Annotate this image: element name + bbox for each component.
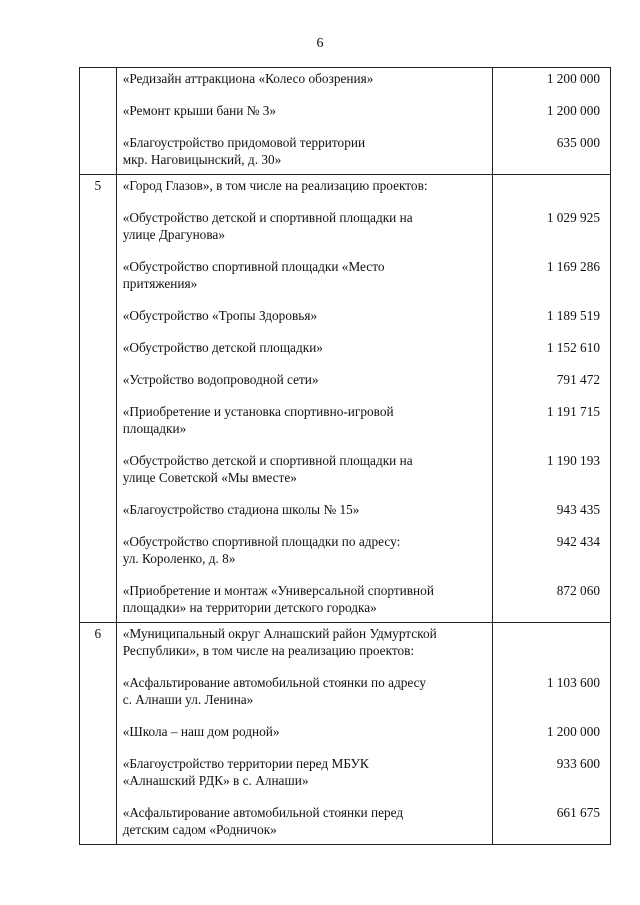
project-name: «Обустройство детской и спортивной площадки на улице Советской «Мы вместе» xyxy=(122,453,413,485)
table-row xyxy=(80,175,611,623)
project-name: «Обустройство «Тропы Здоровья» xyxy=(122,308,318,323)
project-amount: 1 103 600 xyxy=(546,675,600,690)
group-number xyxy=(80,68,117,175)
project-descriptions xyxy=(116,68,493,175)
project-name: «Приобретение и монтаж «Универсальной спортивной площадки» на территории детского городка» xyxy=(122,583,434,615)
project-name: «Благоустройство придомовой территории мкр. Наговицынский, д. 30» xyxy=(122,135,366,167)
page-number: 6 xyxy=(316,36,324,51)
project-amount: 635 000 xyxy=(556,135,600,150)
project-name: «Приобретение и установка спортивно-игровой площадки» xyxy=(122,404,394,436)
project-amount: 1 200 000 xyxy=(546,724,600,739)
project-amount: 1 189 519 xyxy=(546,308,600,323)
project-amount: 1 191 715 xyxy=(546,404,600,419)
project-amounts xyxy=(493,68,611,175)
project-name: «Редизайн аттракциона «Колесо обозрения» xyxy=(122,71,374,86)
project-amount: 942 434 xyxy=(556,534,600,549)
project-name: «Школа – наш дом родной» xyxy=(122,724,280,739)
project-descriptions xyxy=(116,623,493,845)
project-amount: 872 060 xyxy=(556,583,600,598)
project-amount: 1 152 610 xyxy=(546,340,600,355)
project-amount: 1 190 193 xyxy=(546,453,600,468)
project-name: «Обустройство детской площадки» xyxy=(122,340,323,355)
group-number: 5 xyxy=(80,175,117,623)
group-number: 6 xyxy=(80,623,117,845)
table-row xyxy=(80,623,611,845)
project-name: «Ремонт крыши бани № 3» xyxy=(122,103,277,118)
project-name: «Обустройство спортивной площадки по адресу: ул. Короленко, д. 8» xyxy=(122,534,401,566)
project-amount: 943 435 xyxy=(556,502,600,517)
project-name: «Асфальтирование автомобильной стоянки перед детским садом «Родничок» xyxy=(122,805,404,837)
project-amount: 1 200 000 xyxy=(546,71,600,86)
project-amount: 933 600 xyxy=(556,756,600,771)
project-amounts xyxy=(493,623,611,845)
projects-table xyxy=(79,67,611,845)
project-amount: 1 029 925 xyxy=(546,210,600,225)
project-name: «Обустройство детской и спортивной площадки на улице Драгунова» xyxy=(122,210,413,242)
project-amount: 661 675 xyxy=(556,805,600,820)
project-name: «Асфальтирование автомобильной стоянки по адресу с. Алнаши ул. Ленина» xyxy=(122,675,426,707)
table-row xyxy=(80,68,611,175)
project-descriptions xyxy=(116,175,493,623)
project-name: «Обустройство спортивной площадки «Место притяжения» xyxy=(122,259,385,291)
project-amount: 791 472 xyxy=(556,372,600,387)
project-name: «Благоустройство территории перед МБУК «Алнашский РДК» в с. Алнаши» xyxy=(122,756,369,788)
project-amount: 1 169 286 xyxy=(546,259,600,274)
project-name: «Устройство водопроводной сети» xyxy=(122,372,319,387)
project-amount: 1 200 000 xyxy=(546,103,600,118)
project-amounts xyxy=(493,175,611,623)
group-header: «Город Глазов», в том числе на реализацию проектов: xyxy=(122,178,428,193)
group-header: «Муниципальный округ Алнашский район Удмуртской Республики», в том числе на реализацию проектов: xyxy=(122,626,437,658)
project-name: «Благоустройство стадиона школы № 15» xyxy=(122,502,360,517)
